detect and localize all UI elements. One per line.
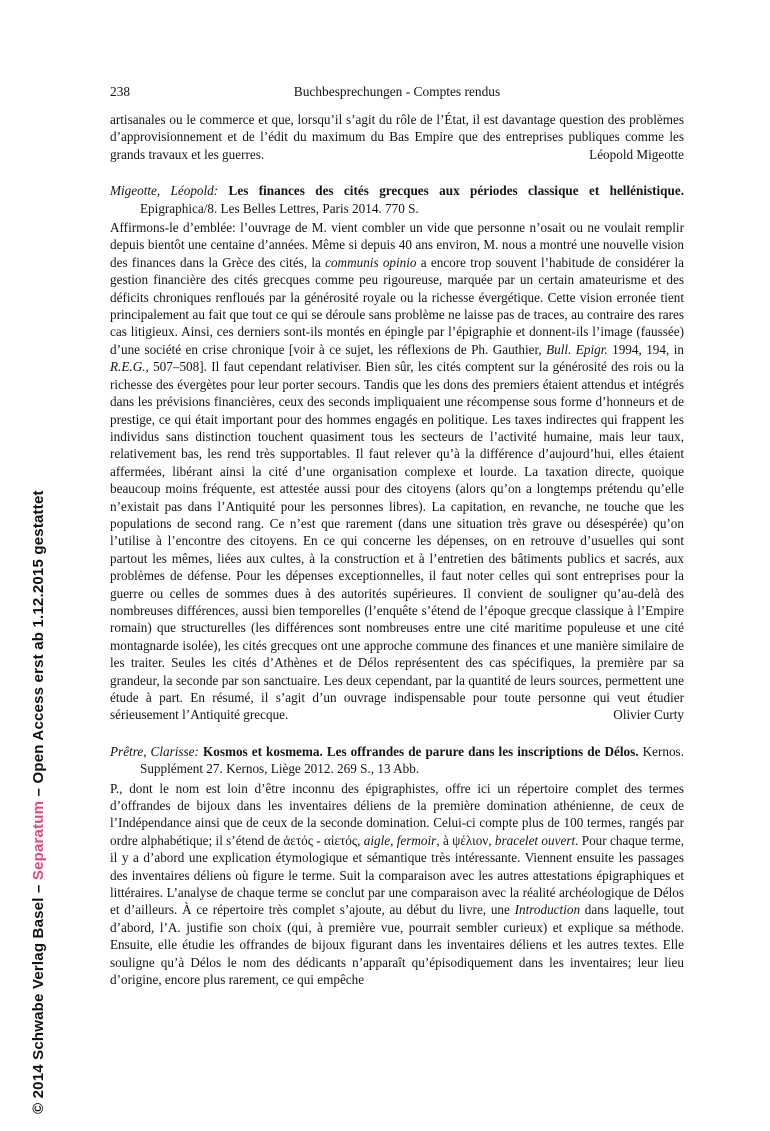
text-segment: R.E.G. — [110, 359, 146, 375]
text-segment: artisanales ou le commerce et que, lorsqu’il s’agit du rôle de l’État, il est davantage question des problèmes d’approvisionnement et de l’édit du maximum du Bas Empire que des entreprises publiques comme les grands travaux et les guerres. — [110, 112, 684, 162]
text-segment: Epigraphica/8. Les Belles Lettres, Paris 2014. 770 S. — [140, 200, 419, 216]
page-number: 238 — [110, 84, 131, 99]
running-header — [110, 84, 684, 102]
text-segment: . Pour chaque terme, il y a d’abord une explication étymologique et sémantique très intéressante. Viennent ensuite les passages des inventaires déliens où figure le terme. Suit la comparaison avec les autres attestations épigraphiques et littéraires. L’analyse de chaque terme se conclut par une comparaison avec la réalité archéologique de Délos et d’ailleurs. À ce répertoire très complet s’ajoute, au début du livre, une — [110, 832, 684, 918]
text-segment: Bull. Epigr. — [546, 341, 608, 357]
text-segment: a encore trop souvent l’habitude de considérer la gestion financière des cités grecques comme peu rigoureuse, marquée par un certain amateurisme et des déficits chroniques renfloués par la générosité royale ou la richesse évergétique. Cette vision erronée tient principalement au fait que tout ce qui se déroule sans problème ne laisse pas de traces, au contraire des rares cas litigieux. Ainsi, ces derniers sont-ils montés en épingle par l’épigraphie et donnent-ils l’image (faussée) d’une société en crise chronique [voir à ce sujet, les réflexions de Ph. Gauthier, — [110, 254, 684, 357]
review-1-body — [110, 219, 684, 724]
text-segment: communis opinio — [325, 254, 417, 270]
text-segment: , à ψέλιον, — [436, 832, 495, 848]
review-continuation-paragraph — [110, 111, 684, 163]
text-segment: 1994, 194, in — [607, 341, 684, 357]
header-title: Buchbesprechungen - Comptes rendus — [293, 84, 501, 99]
main-text-column — [110, 84, 684, 989]
text-segment: Kernos. Supplément 27. Kernos, Liège 2012. 269 S., 13 Abb. — [140, 743, 684, 777]
review-2-body — [110, 780, 684, 989]
text-segment: aigle, fermoir — [363, 832, 437, 848]
text-segment: Affirmons-le d’emblée: l’ouvrage de M. vient combler un vide que personne n’osait ou ne voulait remplir depuis bientôt une centaine d’années. Même si depuis 40 ans environ, M. nous a montré une nouvelle vision des finances dans la Grèce des cités, la — [110, 220, 684, 270]
text-segment: Prêtre, Clarisse: — [110, 743, 203, 759]
vertical-copyright-notice — [30, 490, 47, 1114]
text-segment: Introduction — [514, 902, 581, 918]
text-segment: Kosmos et kosmema. Les offrandes de parure dans les inscriptions de Délos. — [202, 743, 639, 759]
text-segment: P., dont le nom est loin d’être inconnu des épigraphistes, offre ici un répertoire complet des termes d’offrandes de bijoux dans les inventaires déliens de la première domination athénienne, de ceux de l’Indépendance ainsi que de ceux de la seconde domination. Celui-ci compte plus de 100 termes, rangés par ordre alphabétique; il s’étend de ἀετός - αἰετός, — [110, 780, 684, 848]
review-1-signature: Olivier Curty — [613, 707, 684, 723]
review-1-heading — [110, 182, 684, 217]
review-2-text — [110, 781, 684, 987]
copyright-text — [30, 490, 47, 1114]
text-segment: bracelet ouvert — [494, 832, 576, 848]
review-1-text — [110, 220, 684, 722]
text-segment: Migeotte, Léopold: — [110, 183, 229, 199]
text-segment: – Open Access erst ab 1.12.2015 gestattet — [30, 490, 47, 801]
text-segment: , 507–508]. Il faut cependant relativiser. Bien sûr, les cités comptent sur la générosité des rois ou la richesse des évergètes pour leur porter secours. Tandis que les dons des premiers étaient attendus et intégrés dans les prévisions financières, ceux des seconds impliquaient une récompense sous forme d’honneurs et de prestige, ce qui était important pour des hommes engagés en politique. Les taxes indirectes qui frappent les individus sans distinction touchent quasiment tous les secteurs de l’activité humaine, mais leur taux, relativement bas, les rend très supportables. Il faut relever qu’à la différence d’aujourd’hui, elles étaient affermées, libérant ainsi la cité d’une organisation complexe et lourde. La taxation directe, quoique beaucoup moins fréquente, est attestée aussi pour des citoyens (alors qu’on a longtemps prétendu qu’elle n’existait pas dans l’Antiquité pour les personnes libres). La capitation, en revanche, ne touche que les populations de second rang. Ce n’est que rarement (dans une situation très grave ou désespérée) qu’on l’utilise à l’encontre des citoyens. En ce qui concerne les dépenses, on en retrouve d’usuelles qui sont partout les mêmes, liées aux cultes, à la construction et à l’entretien des bâtiments publics et sacrés, aux problèmes de défense. Pour les dépenses exceptionnelles, il faut noter celles qui sont entreprises pour la guerre ou celles de sommes dues à des autorités supérieures. Il convient de souligner qu’au-delà des nombreuses différences, aussi bien temporelles (l’enquête s’étend de l’époque grecque classique à l’Empire romain) que structurelles (les différences sont nombreuses entre une cité maritime populeuse et une cité montagnarde isolée), les cités grecques ont une approche commune des finances et une manière similaire de les traiter. Seules les cités d’Athènes et de Délos représentent des cas spécifiques, la première par sa grandeur, la seconde par son sanctuaire. Les deux cependant, par la quantité de leurs sources, permettent une étude à part. En résumé, il s’agit d’un ouvrage indispensable pour toute personne qui veut étudier sérieusement l’Antiquité grecque. — [110, 359, 684, 723]
review-2-heading — [110, 743, 684, 778]
text-segment: Separatum — [30, 800, 47, 881]
text-segment: © 2014 Schwabe Verlag Basel – — [30, 880, 47, 1114]
text-segment: Les finances des cités grecques aux périodes classique et hellénistique. — [228, 183, 684, 199]
text-segment: dans laquelle, tout d’abord, l’A. justifie son choix (qui, à première vue, pourrait sembler curieux) et explique sa méthode. Ensuite, elle étudie les offrandes de bijoux figurant dans les inventaires déliens et les autres textes. Elle souligne qu’à Délos le nom des dédicants n’apparaît qu’épisodiquement dans les inventaires; leur lieu d’origine, encore plus rarement, ce qui empêche — [110, 902, 684, 988]
review-0-signature: Léopold Migeotte — [589, 146, 684, 162]
